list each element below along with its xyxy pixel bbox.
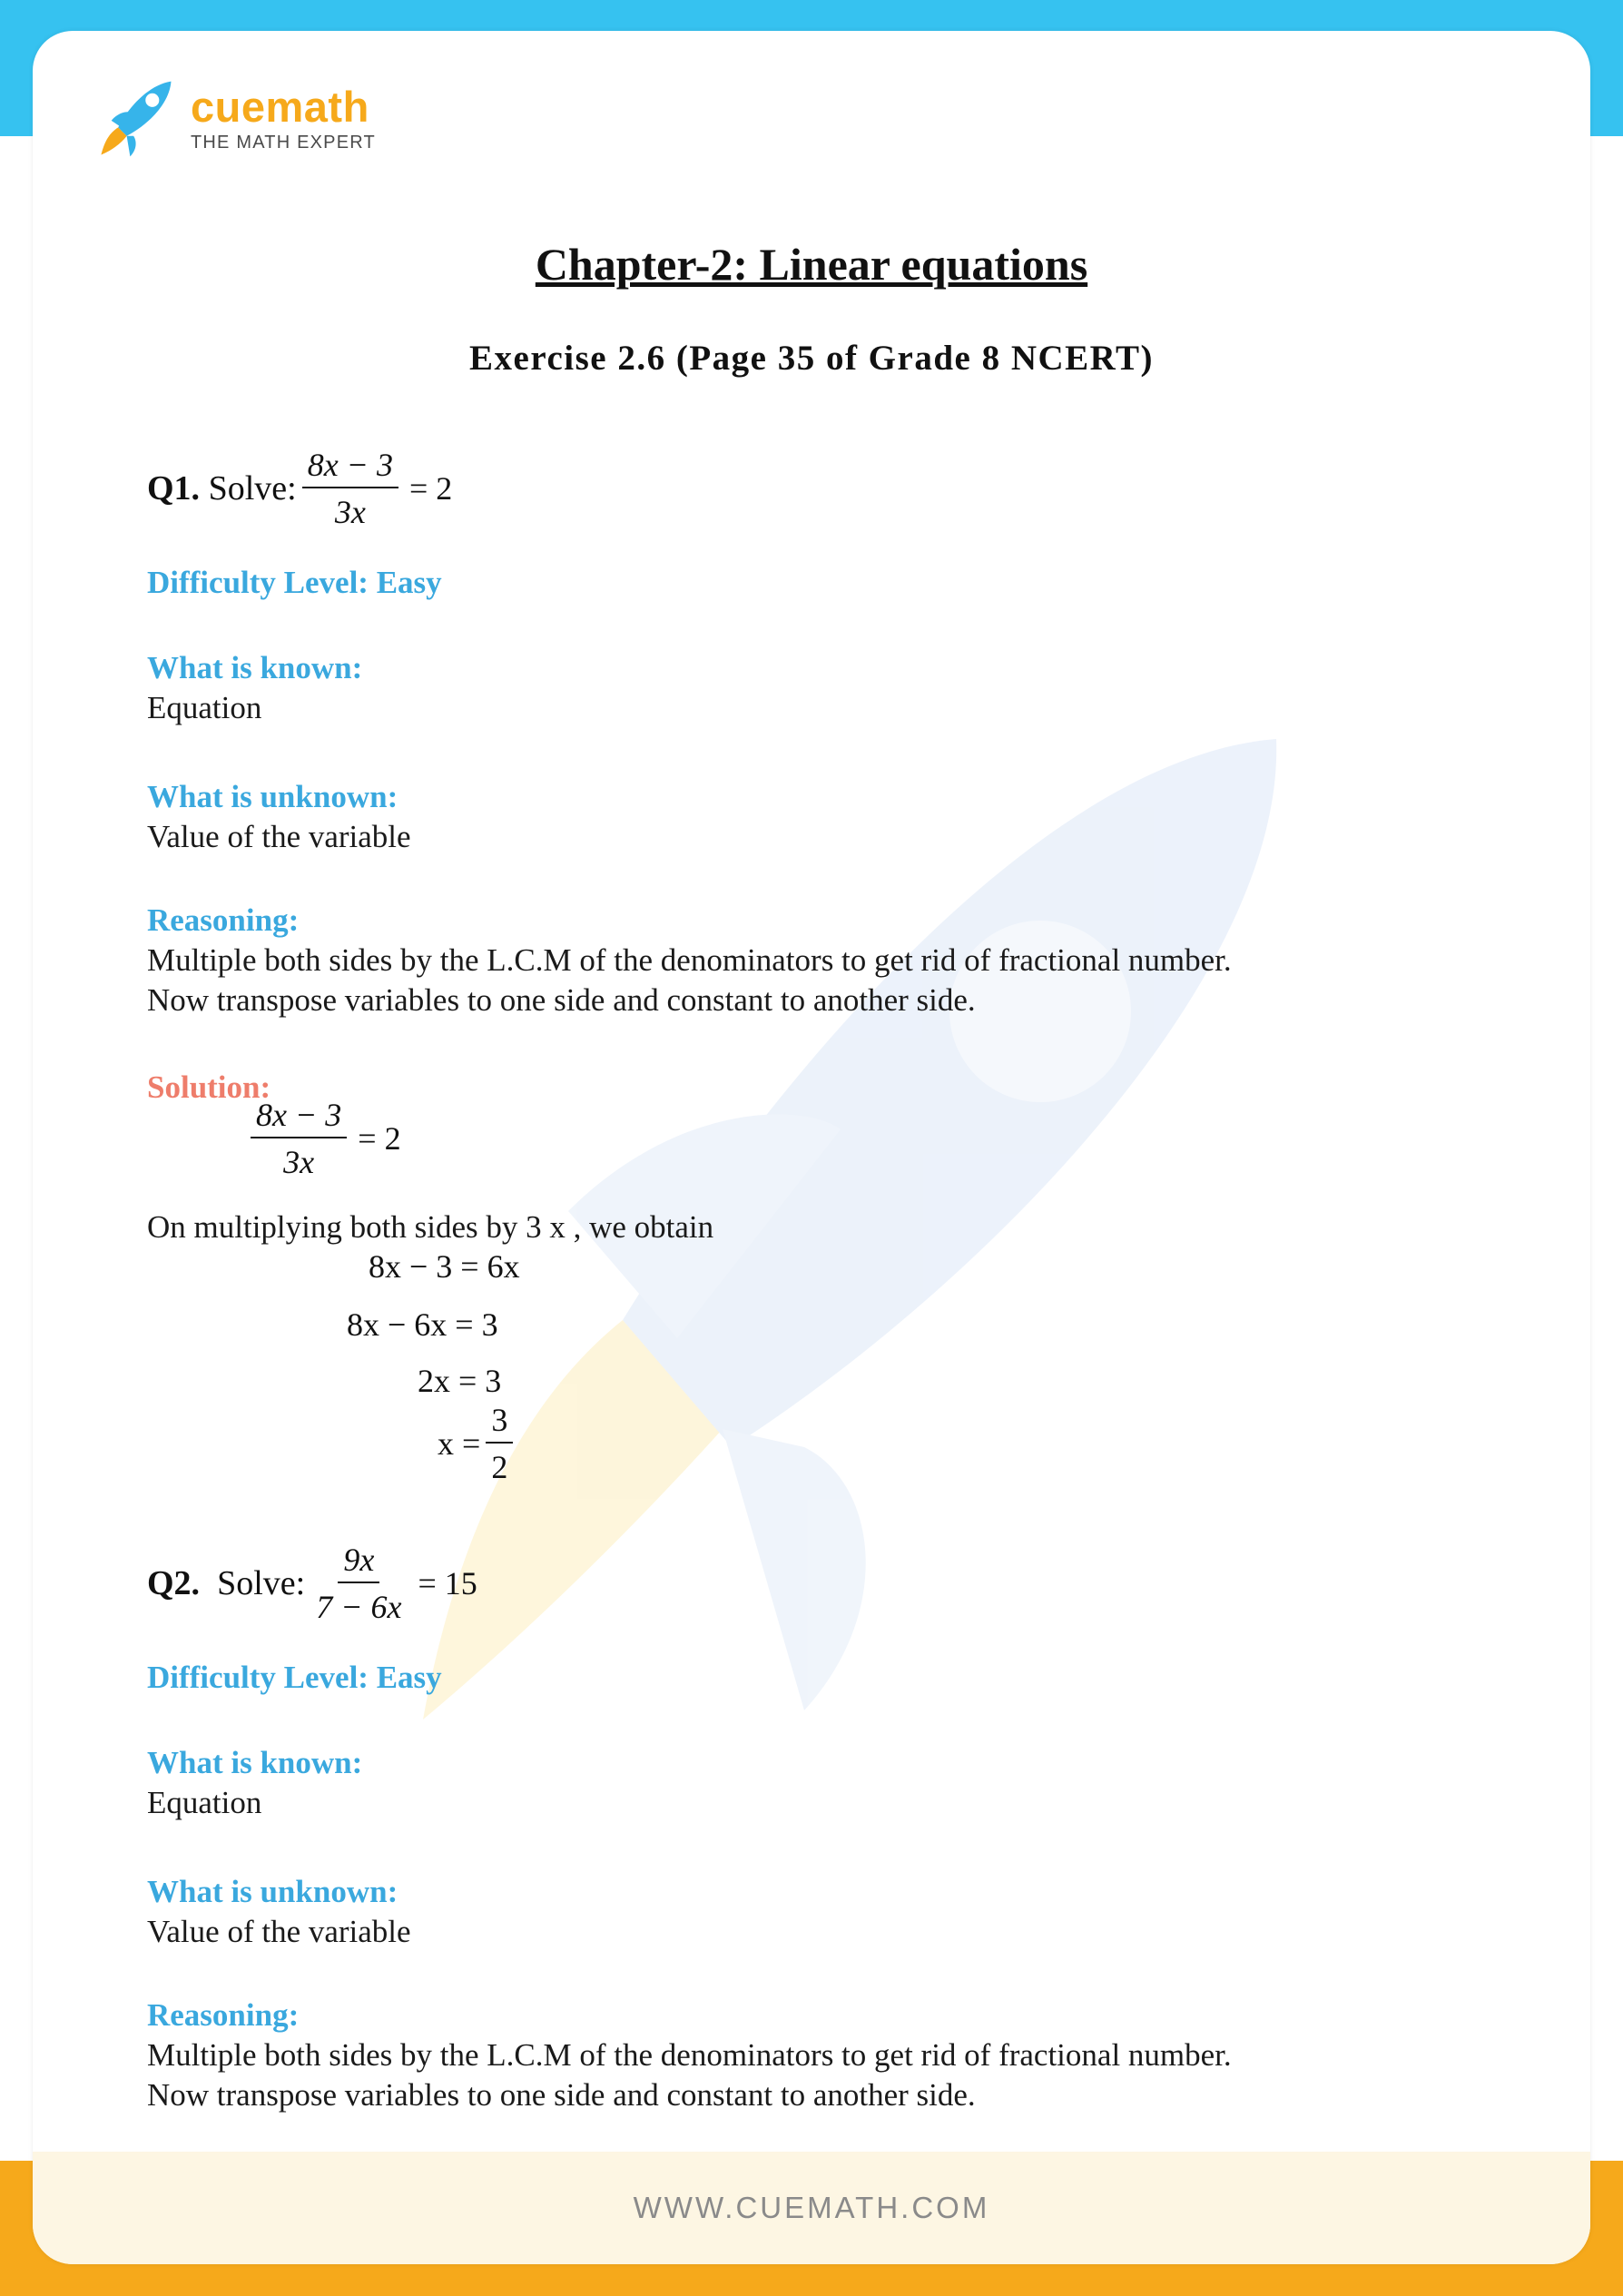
q1-unknown-heading: What is unknown: (147, 779, 398, 814)
q1-step-1: 8x − 3 = 6x (369, 1248, 520, 1285)
q1-fraction (302, 447, 398, 530)
q2-fraction (310, 1542, 407, 1625)
q1-solution-equation (245, 1097, 401, 1180)
q1-step-2: 8x − 6x = 3 (347, 1306, 498, 1343)
q1-known-text: Equation (147, 690, 262, 725)
q2-reasoning-line-1: Multiple both sides by the L.C.M of the denominators to get rid of fractional number. (147, 2037, 1232, 2073)
q2-reasoning-heading: Reasoning: (147, 1997, 300, 2033)
q1-label: Q1. (147, 469, 201, 507)
q1-multiply-line: On multiplying both sides by 3 x , we obtain (147, 1209, 714, 1245)
footer-url-link[interactable]: WWW.CUEMATH.COM (633, 2191, 990, 2224)
q2-prompt: Solve: (217, 1564, 306, 1602)
q2-unknown-text: Value of the variable (147, 1914, 411, 1949)
footer (33, 2152, 1590, 2264)
logo-tagline: THE MATH EXPERT (191, 132, 376, 153)
q1-unknown-text: Value of the variable (147, 819, 411, 854)
q1-difficulty: Difficulty Level: Easy (147, 565, 442, 600)
cuemath-logo[interactable] (93, 76, 376, 162)
q1-reasoning-line-1: Multiple both sides by the L.C.M of the denominators to get rid of fractional number. (147, 942, 1232, 978)
q1-step-4-lhs: x = (438, 1425, 481, 1462)
q1-rhs: = 2 (408, 470, 453, 507)
q1-prompt: Solve: (208, 469, 297, 507)
q1-step-4-denominator: 2 (491, 1449, 508, 1485)
q1-solution-numerator: 8x − 3 (251, 1097, 347, 1138)
page-title: Chapter-2: Linear equations (535, 239, 1088, 290)
page-subtitle: Exercise 2.6 (Page 35 of Grade 8 NCERT) (469, 339, 1154, 378)
q1-solution-fraction (251, 1097, 347, 1180)
q1-solution-rhs: = 2 (358, 1120, 401, 1157)
q2-known-heading: What is known: (147, 1745, 363, 1780)
q1-step-3: 2x = 3 (418, 1363, 502, 1399)
q2-rhs: = 15 (418, 1565, 477, 1601)
q2-difficulty: Difficulty Level: Easy (147, 1660, 442, 1695)
q2-known-text: Equation (147, 1785, 262, 1820)
q1-denominator: 3x (334, 494, 366, 530)
q1-known-heading: What is known: (147, 650, 363, 685)
q2-reasoning-line-2: Now transpose variables to one side and constant to another side. (147, 2077, 976, 2113)
q1-reasoning-line-2: Now transpose variables to one side and constant to another side. (147, 982, 976, 1018)
q1-solution-heading: Solution: (147, 1069, 271, 1105)
q1-question (147, 447, 452, 530)
page-card (33, 31, 1590, 2264)
q1-step-4-fraction (486, 1402, 513, 1485)
q2-unknown-heading: What is unknown: (147, 1874, 398, 1909)
q2-question (147, 1542, 477, 1625)
logo-wordmark: cuemath (191, 82, 369, 131)
q2-label: Q2. (147, 1564, 201, 1602)
q1-numerator: 8x − 3 (302, 447, 398, 488)
q1-step-4-numerator: 3 (486, 1402, 513, 1444)
q1-reasoning-heading: Reasoning: (147, 902, 300, 938)
q1-solution-denominator: 3x (283, 1144, 315, 1180)
q1-step-4 (438, 1402, 518, 1485)
q2-numerator: 9x (338, 1542, 379, 1583)
q2-denominator: 7 − 6x (316, 1589, 402, 1625)
rocket-icon (93, 76, 178, 162)
